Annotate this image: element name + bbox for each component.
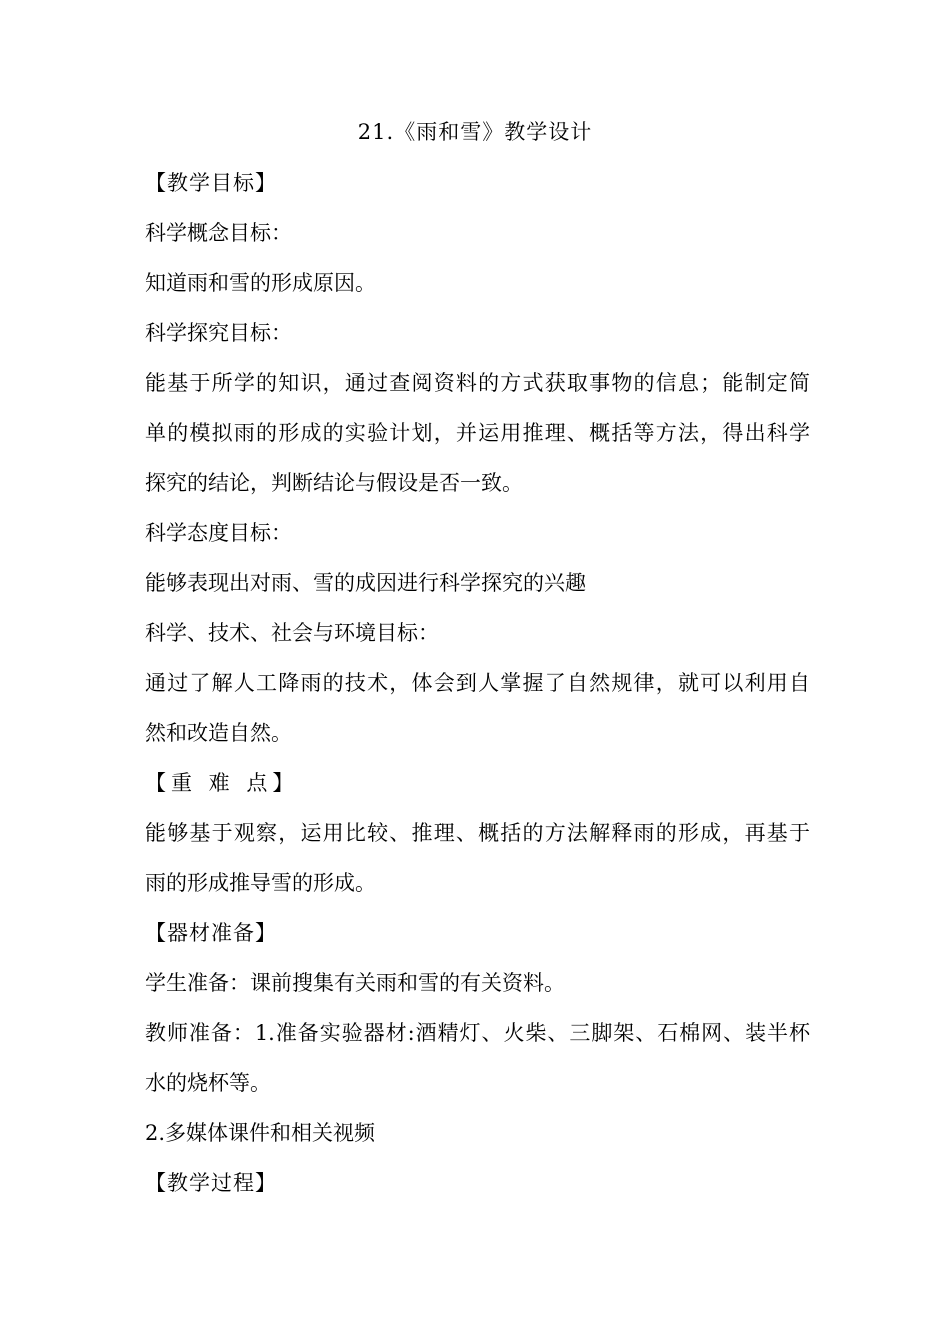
paragraph-line: 2.多媒体课件和相关视频 [145, 1121, 376, 1145]
paragraph-line: 雨的形成推导雪的形成。 [145, 871, 376, 895]
paragraph-line: 通过了解人工降雨的技术，体会到人掌握了自然规律，就可以利用自 [145, 671, 810, 695]
paragraph-line: 水的烧杯等。 [145, 1071, 271, 1095]
paragraph-line: 单的模拟雨的形成的实验计划，并运用推理、概括等方法，得出科学 [145, 421, 810, 445]
document-title: 21.《雨和雪》教学设计 [357, 120, 593, 144]
subheading-sts-goal: 科学、技术、社会与环境目标： [145, 621, 439, 645]
subheading-inquiry-goal: 科学探究目标： [145, 321, 292, 345]
paragraph-line: 能够基于观察，运用比较、推理、概括的方法解释雨的形成，再基于 [145, 821, 810, 845]
section-heading-key-points: 【重 难 点】 [145, 771, 299, 795]
paragraph-line: 探究的结论，判断结论与假设是否一致。 [145, 471, 523, 495]
subheading-attitude-goal: 科学态度目标： [145, 521, 292, 545]
paragraph-line: 然和改造自然。 [145, 721, 292, 745]
paragraph-line: 学生准备：课前搜集有关雨和雪的有关资料。 [145, 971, 565, 995]
paragraph-line: 知道雨和雪的形成原因。 [145, 271, 376, 295]
section-heading-objectives: 【教学目标】 [145, 171, 277, 195]
paragraph-line: 能基于所学的知识，通过查阅资料的方式获取事物的信息；能制定简 [145, 371, 810, 395]
paragraph-line: 能够表现出对雨、雪的成因进行科学探究的兴趣 [145, 571, 586, 595]
subheading-concept-goal: 科学概念目标： [145, 221, 292, 245]
section-heading-materials: 【器材准备】 [145, 921, 277, 945]
section-heading-process: 【教学过程】 [145, 1171, 277, 1195]
paragraph-line: 教师准备：1.准备实验器材:酒精灯、火柴、三脚架、石棉网、装半杯 [145, 1021, 810, 1045]
